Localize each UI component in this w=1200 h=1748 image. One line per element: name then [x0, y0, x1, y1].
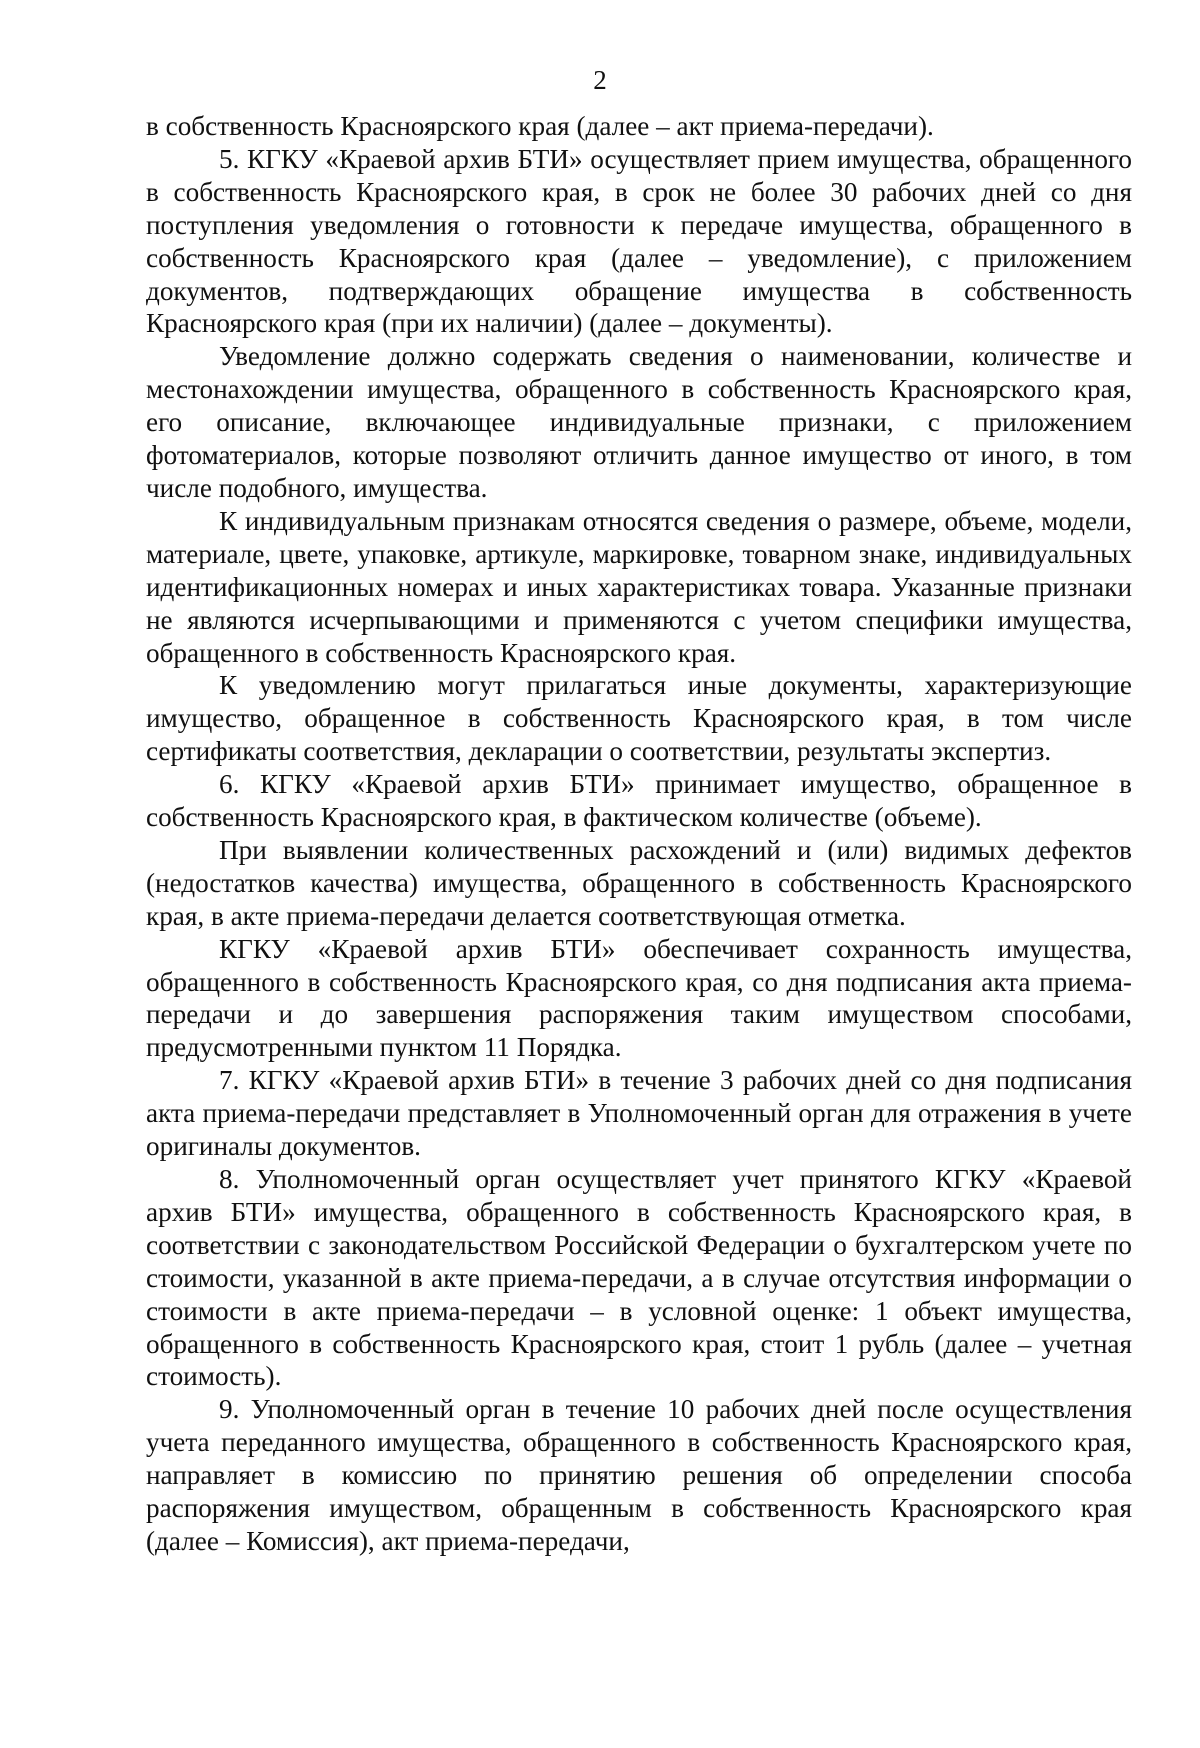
paragraph-item-7: 7. КГКУ «Краевой архив БТИ» в течение 3 рабочих дней со дня подписания акта приема-передачи представляет в Уполномоченный орган для отражения в учете оригиналы документов.: [146, 1065, 1132, 1162]
paragraph-discrepancies: При выявлении количественных расхождений и (или) видимых дефектов (недостатков качества) имущества, обращенного в собственность Красноярского края, в акте приема-передачи делается соответствующая отметка.: [146, 834, 1132, 931]
paragraph-item-8: 8. Уполномоченный орган осуществляет учет принятого КГКУ «Краевой архив БТИ» имущества, обращенного в собственность Красноярского края, в соответствии с законодательством Российской Федерации о бухгалтерском учете по стоимости, указанной в акте приема-передачи, а в случае отсутствия информации о стоимости в акте приема-передачи – в условной оценке: 1 объект имущества, обращенного в собственность Красноярского края, стоит 1 рубль (далее – учетная стоимость).: [146, 1164, 1132, 1392]
paragraph-safekeeping: КГКУ «Краевой архив БТИ» обеспечивает сохранность имущества, обращенного в собственность Красноярского края, со дня подписания акта приема-передачи и до завершения распоряжения таким имуществом способами, предусмотренными пунктом 11 Порядка.: [146, 933, 1132, 1063]
page-number: 2: [593, 65, 607, 95]
paragraph-item-9: 9. Уполномоченный орган в течение 10 рабочих дней после осуществления учета переданного имущества, обращенного в собственность Красноярского края, направляет в комиссию по принятию решения об определении способа распоряжения имуществом, обращенным в собственность Красноярского края (далее – Комиссия), акт приема-передачи,: [146, 1394, 1132, 1556]
paragraph-item-5: 5. КГКУ «Краевой архив БТИ» осуществляет прием имущества, обращенного в собственность Красноярского края, в срок не более 30 рабочих дней со дня поступления уведомления о готовности к передаче имущества, обращенного в собственность Красноярского края (далее – уведомление), с приложением документов, подтверждающих обращение имущества в собственность Красноярского края (при их наличии) (далее – документы).: [146, 143, 1132, 339]
paragraph-item-6: 6. КГКУ «Краевой архив БТИ» принимает имущество, обращенное в собственность Красноярского края, в фактическом количестве (объеме).: [146, 769, 1132, 833]
paragraph-notification-content: Уведомление должно содержать сведения о наименовании, количестве и местонахождении имущества, обращенного в собственность Красноярского края, его описание, включающее индивидуальные признаки, с приложением фотоматериалов, которые позволяют отличить данное имущество от иного, в том числе подобного, имущества.: [146, 341, 1132, 503]
paragraph-individual-features: К индивидуальным признакам относятся сведения о размере, объеме, модели, материале, цвете, упаковке, артикуле, маркировке, товарном знаке, индивидуальных идентификационных номерах и иных характеристиках товара. Указанные признаки не являются исчерпывающими и применяются с учетом специфики имущества, обращенного в собственность Красноярского края.: [146, 505, 1132, 668]
paragraph-continuation: в собственность Красноярского края (далее – акт приема-передачи).: [146, 111, 934, 141]
paragraph-attached-documents: К уведомлению могут прилагаться иные документы, характеризующие имущество, обращенное в собственность Красноярского края, в том числе сертификаты соответствия, декларации о соответствии, результаты экспертиз.: [146, 670, 1132, 767]
document-body: [146, 110, 1132, 1558]
